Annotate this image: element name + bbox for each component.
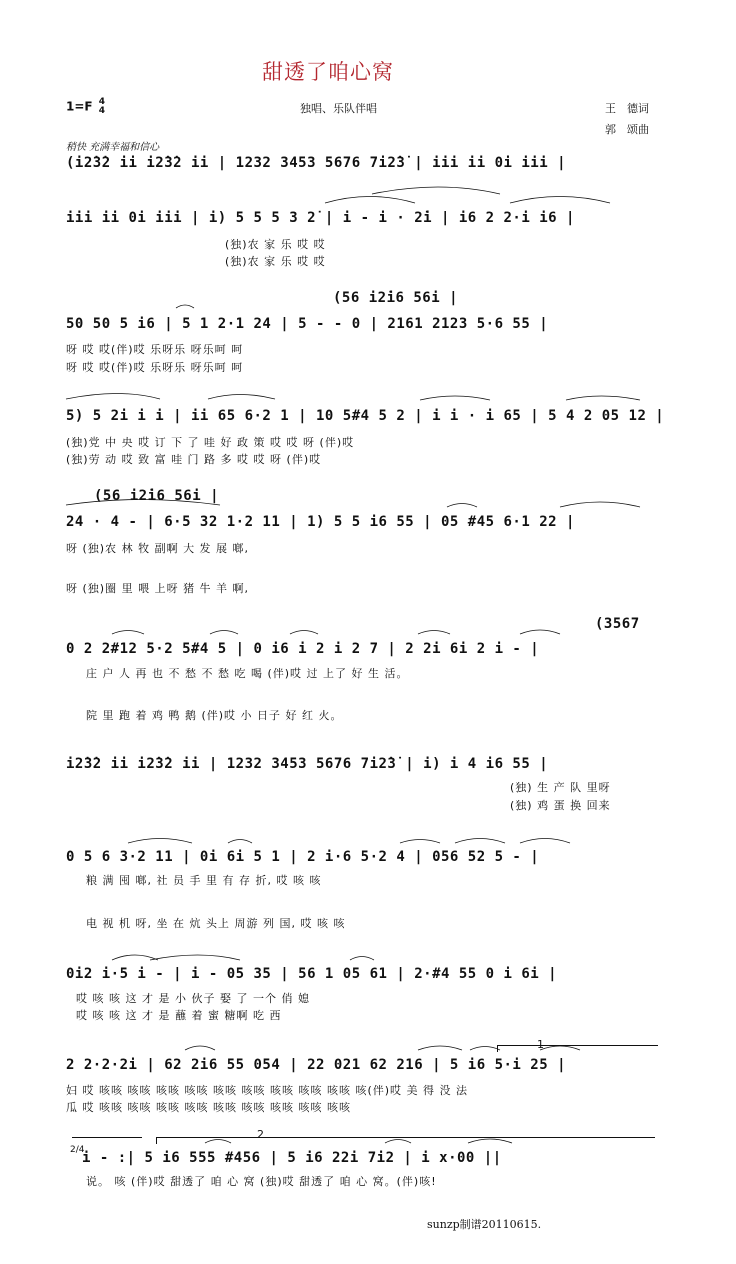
notation-row-10: 2 2·2·2i | 62 2i6 55 054 | 22 021 62 216 | 5 i6 5·i 25 | [66,1057,567,1073]
notation-row-9: 0i2 i·5 i - | i - 05 35 | 56 1 05 61 | 2·#4 55 0 i 6i | [66,966,558,982]
lyrics-row-8-verse-1: 粮 满 囤 啷, 社 员 手 里 有 存 折, 哎 咳 咳 [86,874,322,887]
accompaniment-row-5: (56 i2̇i6 56i | [94,488,220,504]
lyrics-row-7-verse-2: (独) 鸡 蛋 换 回来 [510,799,611,812]
notation-row-5: 24 · 4 - | 6·5 32 1·2 11 | 1) 5 5 i6 55 | 05 #45 6·1 22 | [66,514,575,530]
lyrics-row-6-verse-2: 院 里 跑 着 鸡 鸭 鹅 (伴)哎 小 日子 好 红 火。 [86,709,343,722]
lyrics-row-2-verse-2: (独)农 家 乐 哎 哎 [225,255,326,268]
notation-row-11: i - :| 5 i6 555 #456 | 5 i6 22i 7i2 | i x·00 || [82,1150,502,1166]
lyrics-row-7-verse-1: (独) 生 产 队 里呀 [510,781,611,794]
notation-row-4: 5) 5 2i i i | ii 65 6·2 1 | 10 5#4 5 2 | i i · i 65 | 5 4 2 05 12 | [66,408,665,424]
lyrics-row-5-verse-1: 呀 (独)农 林 牧 副啊 大 发 展 啷, [66,542,250,555]
lyricist-credit: 王 德词 [605,102,649,115]
lyrics-row-5-verse-2: 呀 (独)圈 里 喂 上呀 猪 牛 羊 啊, [66,582,250,595]
lyrics-row-4-verse-2: (独)劳 动 哎 致 富 哇 门 路 多 哎 哎 呀 (伴)哎 [66,453,322,466]
volta-2-label: 2 [257,1128,264,1141]
lyrics-row-11: 说。 咳 (伴)哎 甜透了 咱 心 窝 (独)哎 甜透了 咱 心 窝。(伴)咳! [86,1175,437,1188]
notation-row-1: (i2̇3̇2 ii i2̇3̇2 ii | 1232 3453 5676 7i2̇3̇ | iii ii 0i iii | [66,155,567,171]
volta-1-label: 1 [537,1038,544,1051]
volta-1-bracket [497,1045,658,1052]
volta-1-end-bracket [72,1137,142,1138]
accompaniment-row-3: (56 i2̇i6 56i | [333,290,459,306]
time-signature: 4 4 [98,97,106,116]
accompaniment-row-6: (3567 [595,616,640,632]
lyrics-row-9-verse-1: 哎 咳 咳 这 才 是 小 伙子 娶 了 一个 俏 媳 [76,992,310,1005]
lyrics-row-6-verse-1: 庄 户 人 再 也 不 愁 不 愁 吃 喝 (伴)哎 过 上了 好 生 活。 [86,667,409,680]
lyrics-row-8-verse-2: 电 视 机 呀, 坐 在 炕 头上 周游 列 国, 哎 咳 咳 [86,917,346,930]
performance-note: 独唱、乐队伴唱 [300,102,377,115]
lyrics-row-3-verse-1: 呀 哎 哎(伴)哎 乐呀乐 呀乐呵 呵 [66,343,244,356]
volta-2-bracket [156,1137,655,1144]
notation-row-8: 0 5 6 3·2 11 | 0i 6i 5 1 | 2 i·6 5·2 4 | 056 52 5 - | [66,849,540,865]
song-title: 甜透了咱心窝 [262,60,394,84]
notation-row-6: 0 2 2#12 5·2 5#4 5 | 0 i6 i 2 i 2 7 | 2 2i 6i 2 i - | [66,641,540,657]
lyrics-row-10-verse-1: 妇 哎 咳咳 咳咳 咳咳 咳咳 咳咳 咳咳 咳咳 咳咳 咳咳 咳(伴)哎 美 得 没 法 [66,1084,469,1097]
tempo-marking: 稍快 充满幸福和信心 [66,142,160,153]
notation-row-2: iii ii 0i iii | i) 5 5 5 3 2̇ | i - i · 2̇i | i6 2 2·i i6 | [66,210,575,226]
lyrics-row-4-verse-1: (独)党 中 央 哎 订 下 了 哇 好 政 策 哎 哎 呀 (伴)哎 [66,436,355,449]
key-signature: 1=F 4 4 [66,97,106,116]
lyrics-row-9-verse-2: 哎 咳 咳 这 才 是 蘸 着 蜜 糖啊 吃 西 [76,1009,282,1022]
lyrics-row-10-verse-2: 瓜 哎 咳咳 咳咳 咳咳 咳咳 咳咳 咳咳 咳咳 咳咳 咳咳 [66,1101,351,1114]
lyrics-row-3-verse-2: 呀 哎 哎(伴)哎 乐呀乐 呀乐呵 呵 [66,361,244,374]
composer-credit: 郭 颂曲 [605,123,649,136]
lyrics-row-2-verse-1: (独)农 家 乐 哎 哎 [225,238,326,251]
notation-row-7: i2̇3̇2 ii i2̇3̇2 ii | 1232 3453 5676 7i2̇3̇ | i) i 4 i6 55 | [66,756,549,772]
footer-credit: sunzp制谱20110615. [427,1218,542,1231]
time-change: 2/4 [70,1145,85,1155]
notation-row-3: 50 50 5 i6 | 5 1 2·1 24 | 5 - - 0 | 2161 2123 5·6 55 | [66,316,549,332]
